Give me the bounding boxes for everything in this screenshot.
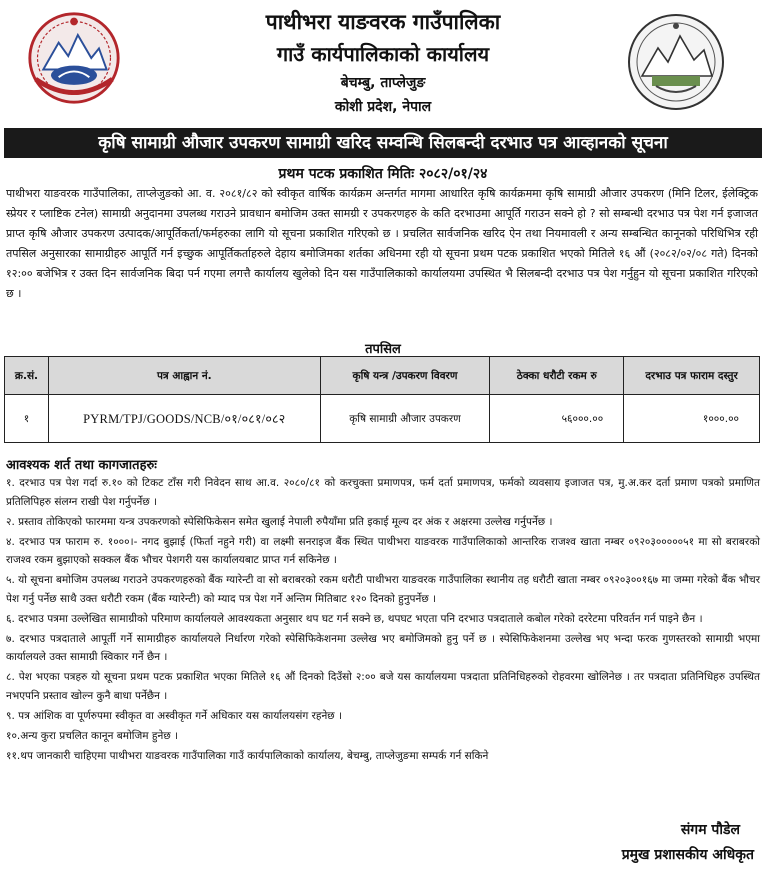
condition-item: ५. यो सूचना बमोजिम उपलब्ध गराउने उपकरणहरुको बैंक ग्यारेन्टी वा सो बराबरको रकम धरौटी पाथीभरा याङवरक गाउँपालिका स्थानीय तह धरौटी खाता नम्बर ०९२०३००१६७ मा जम्मा गरेको बैंक भौचर पेश गर्नु पर्नेछ साथै उक्त धरौटी रकम (बैंक ग्यारेन्टी) को म्याद पत्र पेश गर्ने अन्तिम मितिबाट १२० दिनको हुनुपर्नेछ ।: [6, 574, 760, 605]
condition-item: २. प्रस्ताव तोकिएको फारममा यन्त्र उपकरणको स्पेसिफिकेसन समेत खुलाई नेपाली रुपैयाँमा प्रति इकाई मूल्य दर अंक र अक्षरमा उल्लेख गर्नुपर्नेछ ।: [6, 515, 553, 528]
table-row: [5, 395, 760, 443]
condition-item: १०.अन्य कुरा प्रचलित कानून बमोजिम हुनेछ ।: [6, 729, 179, 742]
column-header-serial: क्र.सं.: [5, 357, 49, 395]
condition-item: ७. दरभाउ पत्रदाताले आपूर्ती गर्ने सामाग्रीहरु कार्यालयले निर्धारण गरेको स्पेसिफिकेशनमा उल्लेख भए बमोजिमको हुनु पर्ने छ । स्पेसिफिकेशनमा उल्लेख भए भन्दा फरक गुणस्तरको सामाग्री भएमा कार्यालयले उक्त सामाग्री स्विकार गर्ने छैन ।: [6, 632, 760, 664]
office-name: गाउँ कार्यपालिकाको कार्यालय: [276, 42, 490, 66]
letterhead: [0, 0, 766, 124]
tender-table: [4, 356, 760, 443]
details-heading: तपसिल: [365, 342, 401, 357]
signatory-title: प्रमुख प्रशासकीय अधिकृत: [621, 847, 754, 863]
notice-title-banner: कृषि सामाग्री औजार उपकरण सामाग्री खरिद सम्वन्धि सिलबन्दी दरभाउ पत्र आव्हानको सूचना: [4, 128, 762, 158]
column-header-equipment: कृषि यन्त्र /उपकरण विवरण: [320, 357, 490, 395]
condition-item: ११.थप जानकारी चाहिएमा पाथीभरा याङवरक गाउँपालिका गाउँ कार्यपालिकाको कार्यालय, बेचम्बु, ताप्लेजुङमा सम्पर्क गर्न सकिने: [6, 749, 489, 762]
condition-item: ६. दरभाउ पत्रमा उल्लेखित सामाग्रीको परिमाण कार्यालयले आवश्यकता अनुसार थप घट गर्न सक्ने छ, थपघट भएता पनि दरभाउ पत्रदाताले कबोल गरेको दररेटमा परिवर्तन गर्न पाइने छैन ।: [6, 612, 703, 625]
office-address: बेचम्बु, ताप्लेजुङ: [340, 75, 426, 91]
signatory-name: संगम पौडेल: [680, 822, 740, 838]
cell-equipment: कृषि सामाग्री औजार उपकरण: [320, 395, 490, 443]
intro-paragraph: पाथीभरा याङवरक गाउँपालिका, ताप्लेजुङको आ. व. २०८१/८२ को स्वीकृत वार्षिक कार्यक्रम अन्तर्गत मागमा आधारित कृषि कार्यक्रममा कृषि सामाग्री औजार उपकरण (मिनि टिलर, ईलेक्ट्रिक स्प्रेयर र प्लाष्टिक टनेल) सामाग्री अनुदानमा उपलब्ध गराउने प्रावधान बमोजिम उक्त सामग्री र उपकरणहरु के कति दरभाउमा आपूर्ति गराउन सक्ने हो ? सो सम्बन्धी दरभाउ पत्र पेश गर्न इजाजत प्राप्त कृषि औजार उपकरण उत्पादक/आपूर्तिकर्ता/फर्महरुका लागि यो सूचना प्रकाशित गरिएको छ । प्रचलित सार्वजनिक खरिद ऐन तथा नियमावली र अन्य सम्बन्धित कानूनको परिधिभित्र रही तपसिल अनुसारका सामाग्रीहरु आपूर्ति गर्न इच्छुक आपूर्तिकर्ताहरुले देहाय बमोजिमका शर्तका अधिनमा रही यो सूचना प्रथम पटक प्रकाशित भएको मितिले १६ औं (२०८२/०२/०८ गते) दिनको १२:०० बजेभित्र र उक्त दिन सार्वजनिक बिदा पर्न गएमा लगत्तै कार्यालय खुलेको दिन यस गाउँपालिकाको कार्यालयमा उपस्थित भै सिलबन्दी दरभाउ पत्र पेश गर्नुहुन यो सूचना प्रकाशित गरिएको छ ।: [6, 187, 758, 300]
office-province: कोशी प्रदेश, नेपाल: [334, 99, 432, 115]
column-header-bid-security: ठेक्का धरौटी रकम रु: [490, 357, 624, 395]
cell-serial: १: [5, 395, 49, 443]
condition-item: ९. पत्र आंशिक वा पूर्णरुपमा स्वीकृत वा अस्वीकृत गर्ने अधिकार यस कार्यालयसंग रहनेछ ।: [6, 709, 342, 722]
table-header-row: [5, 357, 760, 395]
publication-date: प्रथम पटक प्रकाशित मितिः २०८२/०१/२४: [278, 166, 488, 182]
municipality-name: पाथीभरा याङवरक गाउँपालिका: [265, 10, 501, 34]
condition-item: ४. दरभाउ पत्र फाराम रु. १०००।- नगद बुझाई (फिर्ता नहुने गरी) वा लक्ष्मी सनराइज बैंक स्थित पाथीभरा याङवरक गाउँपालिकाको आन्तरिक राजश्व खाता नम्बर ०९२०३०००००५१ मा सो बराबरको राजश्व रकम बुझाएको सक्कल बैंक भौचर पेशगरी यस कार्यालयबाट प्राप्त गर्न सकिनेछ ।: [6, 535, 760, 567]
conditions-heading: आवश्यक शर्त तथा कागजातहरुः: [6, 458, 157, 473]
condition-item: ८. पेश भएका पत्रहरु यो सूचना प्रथम पटक प्रकाशित भएका मितिले १६ औं दिनको दिउँसो २:०० बजे यस कार्यालयमा पत्रदाता प्रतिनिधिहरुको रोहवरमा खोलिनेछ । तर पत्रदाता प्रतिनिधिहरु उपस्थित नभएपनि प्रस्ताव खोल्न कुनै बाधा पर्नेछैन ।: [6, 671, 760, 702]
cell-tender-number: PYRM/TPJ/GOODS/NCB/०१/०८१/०८२: [48, 395, 320, 443]
cell-form-fee: १०००.००: [624, 395, 760, 443]
column-header-form-fee: दरभाउ पत्र फाराम दस्तुर: [624, 357, 760, 395]
cell-bid-security: ५६०००.००: [490, 395, 624, 443]
column-header-tender-number: पत्र आह्वान नं.: [48, 357, 320, 395]
conditions-list: [6, 474, 760, 767]
condition-item: १. दरभाउ पत्र पेश गर्दा रु.१० को टिकट टाँस गरी निवेदन साथ आ.व. २०८०/८१ को करचुक्ता प्रमाणपत्र, फर्म दर्ता प्रमाणपत्र, फर्मको व्यवसाय इजाजत पत्र, मु.अ.कर दर्ता प्रमाण पत्रको प्रमाणित प्रतिलिपिहरु संलग्न राखी पेश गर्नुपर्नेछ ।: [6, 477, 760, 508]
